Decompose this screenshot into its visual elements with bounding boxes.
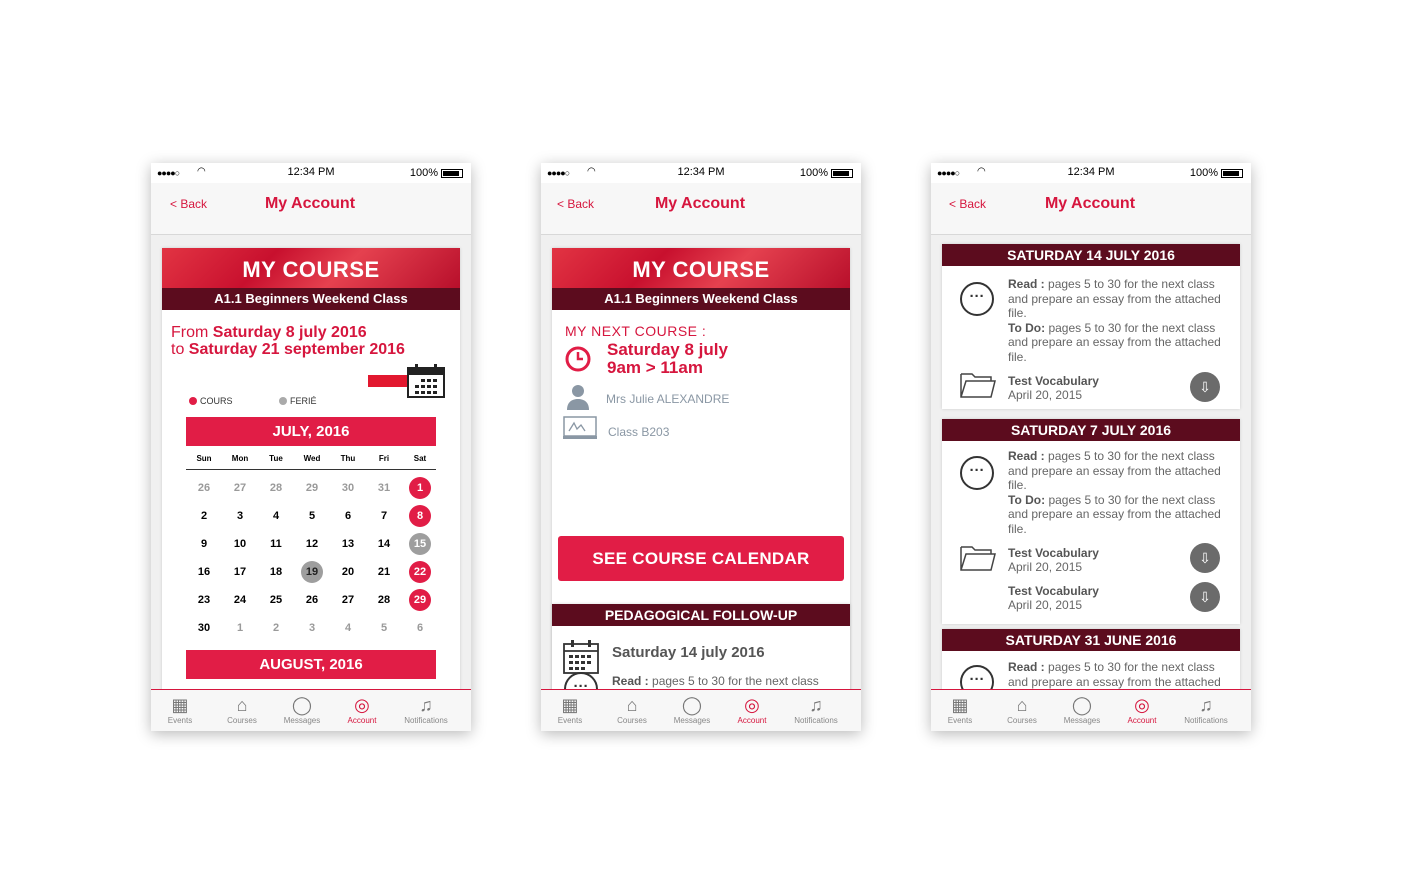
back-button[interactable]: < Back — [557, 197, 595, 211]
next-date: Saturday 8 july — [607, 340, 728, 359]
tab-label: Messages — [1063, 716, 1101, 725]
entry-message — [1008, 449, 1233, 536]
status-time: 12:34 PM — [677, 166, 725, 178]
todo-label: To Do: — [1008, 320, 1046, 335]
file-name: Test Vocabulary — [1008, 374, 1099, 388]
chat-bubble-icon: ◯ — [291, 695, 313, 715]
page-title: My Account — [654, 195, 746, 212]
phone-screen-course — [541, 163, 861, 731]
cours-dot-icon — [189, 397, 197, 405]
calendar-icon: ▦ — [951, 695, 969, 715]
file-name: Test Vocabulary — [1008, 584, 1099, 598]
nav-bar — [151, 183, 471, 235]
ferie-dot-icon — [279, 397, 287, 405]
file-name: Test Vocabulary — [1008, 546, 1099, 560]
followup-entry — [942, 244, 1240, 409]
calendar-day[interactable]: 29 — [305, 482, 319, 494]
calendar-day[interactable]: 7 — [380, 510, 388, 522]
download-icon[interactable]: ⇩ — [1190, 372, 1220, 402]
bell-icon: ♫ — [419, 695, 433, 715]
teacher-name: Mrs Julie ALEXANDRE — [606, 392, 730, 406]
course-hero: MY COURSE — [162, 248, 460, 288]
comment-icon: ··· — [960, 456, 994, 490]
comment-icon: ··· — [564, 672, 598, 689]
weekday-label: Sun — [196, 454, 212, 463]
calendar-day[interactable]: 18 — [269, 566, 283, 578]
graduation-cap-icon: ⌂ — [236, 695, 248, 715]
comment-icon: ··· — [960, 665, 994, 689]
weekday-label: Tue — [269, 454, 283, 463]
graduation-cap-icon: ⌂ — [626, 695, 638, 715]
tab-label: Courses — [617, 716, 647, 725]
tab-label: Account — [347, 716, 377, 725]
calendar-day[interactable]: 27 — [341, 594, 355, 606]
attachment[interactable] — [1008, 374, 1099, 402]
phone-screen-followup — [931, 163, 1251, 731]
calendar-day[interactable]: 29 — [409, 589, 431, 611]
calendar-legend — [189, 396, 361, 406]
weekday-header — [186, 452, 436, 470]
read-text: pages 5 to 30 for the next class and prepare an essay from the attached file. — [1008, 449, 1221, 492]
calendar-day[interactable]: 26 — [305, 594, 319, 606]
phone-screen-calendar — [151, 163, 471, 731]
tab-bar — [151, 689, 471, 731]
comment-icon: ··· — [960, 282, 994, 316]
todo-label: To Do: — [1008, 492, 1046, 507]
folder-icon — [960, 543, 996, 578]
weekday-label: Wed — [303, 454, 321, 463]
calendar-day[interactable]: 8 — [409, 505, 431, 527]
battery-percent: 100% — [799, 167, 828, 179]
from-date: Saturday 8 july 2016 — [212, 324, 367, 341]
tab-label: Notifications — [1184, 716, 1228, 725]
graduation-cap-icon: ⌂ — [1016, 695, 1028, 715]
classroom-icon — [563, 416, 597, 445]
followup-header: PEDAGOGICAL FOLLOW-UP — [552, 604, 850, 626]
see-course-calendar-button[interactable]: SEE COURSE CALENDAR — [558, 536, 844, 581]
entry-date-header: SATURDAY 14 JULY 2016 — [942, 244, 1240, 266]
todo-text: pages 5 to 30 for the next class and prepare an essay from the attached file. — [1008, 492, 1221, 536]
bell-icon: ♫ — [1199, 695, 1213, 715]
tab-bar — [931, 689, 1251, 731]
tab-label: Account — [1127, 716, 1157, 725]
tab-label: Events — [947, 716, 973, 725]
calendar-day[interactable]: 2 — [272, 622, 280, 634]
calendar-day[interactable]: 14 — [377, 538, 391, 550]
next-course-label: MY NEXT COURSE : — [565, 323, 707, 339]
tab-events[interactable] — [151, 694, 212, 725]
followup-entry — [942, 419, 1240, 624]
tab-label: Notifications — [794, 716, 838, 725]
user-icon: ◎ — [1134, 695, 1150, 715]
tab-label: Courses — [227, 716, 257, 725]
tab-label: Account — [737, 716, 767, 725]
calendar-day[interactable]: 31 — [377, 482, 391, 494]
download-icon[interactable]: ⇩ — [1190, 543, 1220, 573]
tab-courses[interactable] — [600, 694, 664, 725]
calendar-day[interactable]: 27 — [233, 482, 247, 494]
calendar-day[interactable]: 26 — [197, 482, 211, 494]
chat-bubble-icon: ◯ — [681, 695, 703, 715]
read-text: pages 5 to 30 for the next class and prepare an essay from the attached — [1008, 660, 1221, 689]
read-label: Read : — [1008, 660, 1045, 674]
content-area[interactable] — [931, 235, 1251, 689]
followup-entry — [942, 629, 1240, 689]
todo-text: pages 5 to 30 for the next class and prepare an essay from the attached file. — [1008, 320, 1221, 364]
tab-messages[interactable] — [660, 694, 724, 725]
attachment[interactable] — [1008, 584, 1099, 612]
calendar-day[interactable]: 13 — [341, 538, 355, 550]
calendar-day[interactable]: 25 — [269, 594, 283, 606]
calendar-day[interactable]: 4 — [272, 510, 280, 522]
followup-message — [612, 674, 837, 689]
course-hero: MY COURSE — [552, 248, 850, 288]
wifi-icon: ◠ — [977, 166, 986, 177]
signal-icon: ●●●●○ — [157, 168, 180, 178]
tab-events[interactable] — [931, 694, 992, 725]
tab-notifications[interactable] — [1174, 694, 1238, 725]
weekday-label: Sat — [413, 454, 427, 463]
weekday-label: Thu — [340, 454, 356, 463]
tab-notifications[interactable] — [784, 694, 848, 725]
from-label: From — [171, 324, 209, 341]
battery-icon — [831, 169, 853, 178]
folder-icon — [960, 370, 996, 405]
battery-icon — [441, 169, 463, 178]
calendar-day[interactable]: 19 — [301, 561, 323, 583]
status-time: 12:34 PM — [287, 166, 335, 178]
calendar-day[interactable]: 9 — [200, 538, 208, 550]
teacher-icon — [566, 384, 590, 415]
file-date: April 20, 2015 — [1008, 388, 1083, 402]
read-label: Read : — [612, 674, 649, 688]
signal-icon: ●●●●○ — [547, 168, 570, 178]
arrow-icon — [368, 375, 410, 387]
signal-icon: ●●●●○ — [937, 168, 960, 178]
to-label: to — [171, 341, 185, 358]
calendar-day[interactable]: 6 — [416, 622, 424, 634]
calendar-day[interactable]: 5 — [380, 622, 388, 634]
download-icon[interactable]: ⇩ — [1190, 582, 1220, 612]
to-date: Saturday 21 september 2016 — [188, 341, 405, 358]
tab-account[interactable] — [1110, 694, 1174, 725]
calendar-day[interactable]: 23 — [197, 594, 211, 606]
tab-label: Messages — [673, 716, 711, 725]
status-bar — [541, 163, 861, 183]
course-card — [162, 248, 460, 689]
calendar-day[interactable]: 15 — [409, 533, 431, 555]
entry-date-header: SATURDAY 31 JUNE 2016 — [942, 629, 1240, 651]
tab-messages[interactable] — [1050, 694, 1114, 725]
chat-bubble-icon: ◯ — [1071, 695, 1093, 715]
status-bar — [151, 163, 471, 183]
read-label: Read : — [1008, 277, 1045, 291]
next-time: 9am > 11am — [607, 358, 703, 377]
course-name: A1.1 Beginners Weekend Class — [552, 288, 850, 310]
calendar-day[interactable]: 3 — [236, 510, 244, 522]
read-text: pages 5 to 30 for the next class — [652, 674, 819, 688]
attachment[interactable] — [1008, 546, 1099, 574]
nav-bar — [931, 183, 1251, 235]
tab-label: Courses — [1007, 716, 1037, 725]
tab-events[interactable] — [541, 694, 602, 725]
page-title: My Account — [264, 195, 356, 212]
calendar-day[interactable]: 3 — [308, 622, 316, 634]
tab-account[interactable] — [330, 694, 394, 725]
battery-percent: 100% — [409, 167, 438, 179]
tab-courses[interactable] — [990, 694, 1054, 725]
calendar-day[interactable]: 6 — [344, 510, 352, 522]
tab-notifications[interactable] — [394, 694, 458, 725]
entry-date-header: SATURDAY 7 JULY 2016 — [942, 419, 1240, 441]
battery-percent: 100% — [1189, 167, 1218, 179]
calendar-day[interactable]: 17 — [233, 566, 247, 578]
calendar-day[interactable]: 21 — [377, 566, 391, 578]
tab-account[interactable] — [720, 694, 784, 725]
calendar-day[interactable]: 10 — [233, 538, 247, 550]
file-date: April 20, 2015 — [1008, 560, 1083, 574]
calendar-day[interactable]: 20 — [341, 566, 355, 578]
tab-bar — [541, 689, 861, 731]
calendar-day[interactable]: 16 — [197, 566, 211, 578]
content-area[interactable] — [151, 235, 471, 689]
status-time: 12:34 PM — [1067, 166, 1115, 178]
calendar-day[interactable]: 1 — [236, 622, 244, 634]
calendar-day[interactable]: 4 — [344, 622, 352, 634]
wifi-icon: ◠ — [587, 166, 596, 177]
tab-label: Notifications — [404, 716, 448, 725]
room-name: Class B203 — [608, 425, 670, 439]
legend-cours: COURS — [200, 396, 233, 406]
clock-icon — [565, 346, 591, 377]
calendar-day[interactable]: 30 — [197, 622, 211, 634]
bell-icon: ♫ — [809, 695, 823, 715]
calendar-day[interactable]: 5 — [308, 510, 316, 522]
tab-label: Events — [557, 716, 583, 725]
back-button[interactable]: < Back — [170, 197, 208, 211]
calendar-day[interactable]: 22 — [409, 561, 431, 583]
tab-courses[interactable] — [210, 694, 274, 725]
calendar-icon: ▦ — [171, 695, 189, 715]
month-header-august: AUGUST, 2016 — [186, 650, 436, 679]
battery-icon — [1221, 169, 1243, 178]
file-date: April 20, 2015 — [1008, 598, 1083, 612]
course-name: A1.1 Beginners Weekend Class — [162, 288, 460, 310]
calendar-day[interactable]: 24 — [233, 594, 247, 606]
calendar-day[interactable]: 28 — [377, 594, 391, 606]
read-text: pages 5 to 30 for the next class and prepare an essay from the attached file. — [1008, 277, 1221, 320]
page-title: My Account — [1044, 195, 1136, 212]
tab-label: Messages — [283, 716, 321, 725]
next-course-time — [607, 341, 728, 377]
calendar-day[interactable]: 11 — [270, 538, 282, 550]
weekday-label: Mon — [231, 454, 249, 463]
calendar-day[interactable]: 28 — [269, 482, 283, 494]
tab-label: Events — [167, 716, 193, 725]
back-button[interactable]: < Back — [949, 197, 987, 211]
content-area[interactable] — [541, 235, 861, 689]
calendar-icon: ▦ — [561, 695, 579, 715]
calendar-icon[interactable] — [407, 364, 445, 404]
entry-message — [1008, 660, 1233, 689]
wifi-icon: ◠ — [197, 166, 206, 177]
calendar-day[interactable]: 1 — [409, 477, 431, 499]
status-bar — [931, 163, 1251, 183]
calendar-day[interactable]: 30 — [341, 482, 355, 494]
weekday-label: Fri — [378, 454, 390, 463]
user-icon: ◎ — [354, 695, 370, 715]
tab-messages[interactable] — [270, 694, 334, 725]
followup-card — [552, 604, 850, 689]
calendar-day[interactable]: 12 — [305, 538, 319, 550]
user-icon: ◎ — [744, 695, 760, 715]
entry-message — [1008, 277, 1233, 364]
followup-date: Saturday 14 july 2016 — [612, 644, 765, 661]
legend-ferie: FERIÉ — [290, 396, 317, 406]
month-header-july: JULY, 2016 — [186, 417, 436, 446]
read-label: Read : — [1008, 449, 1045, 463]
nav-bar — [541, 183, 861, 235]
calendar-day[interactable]: 2 — [200, 510, 208, 522]
date-range — [171, 324, 405, 358]
